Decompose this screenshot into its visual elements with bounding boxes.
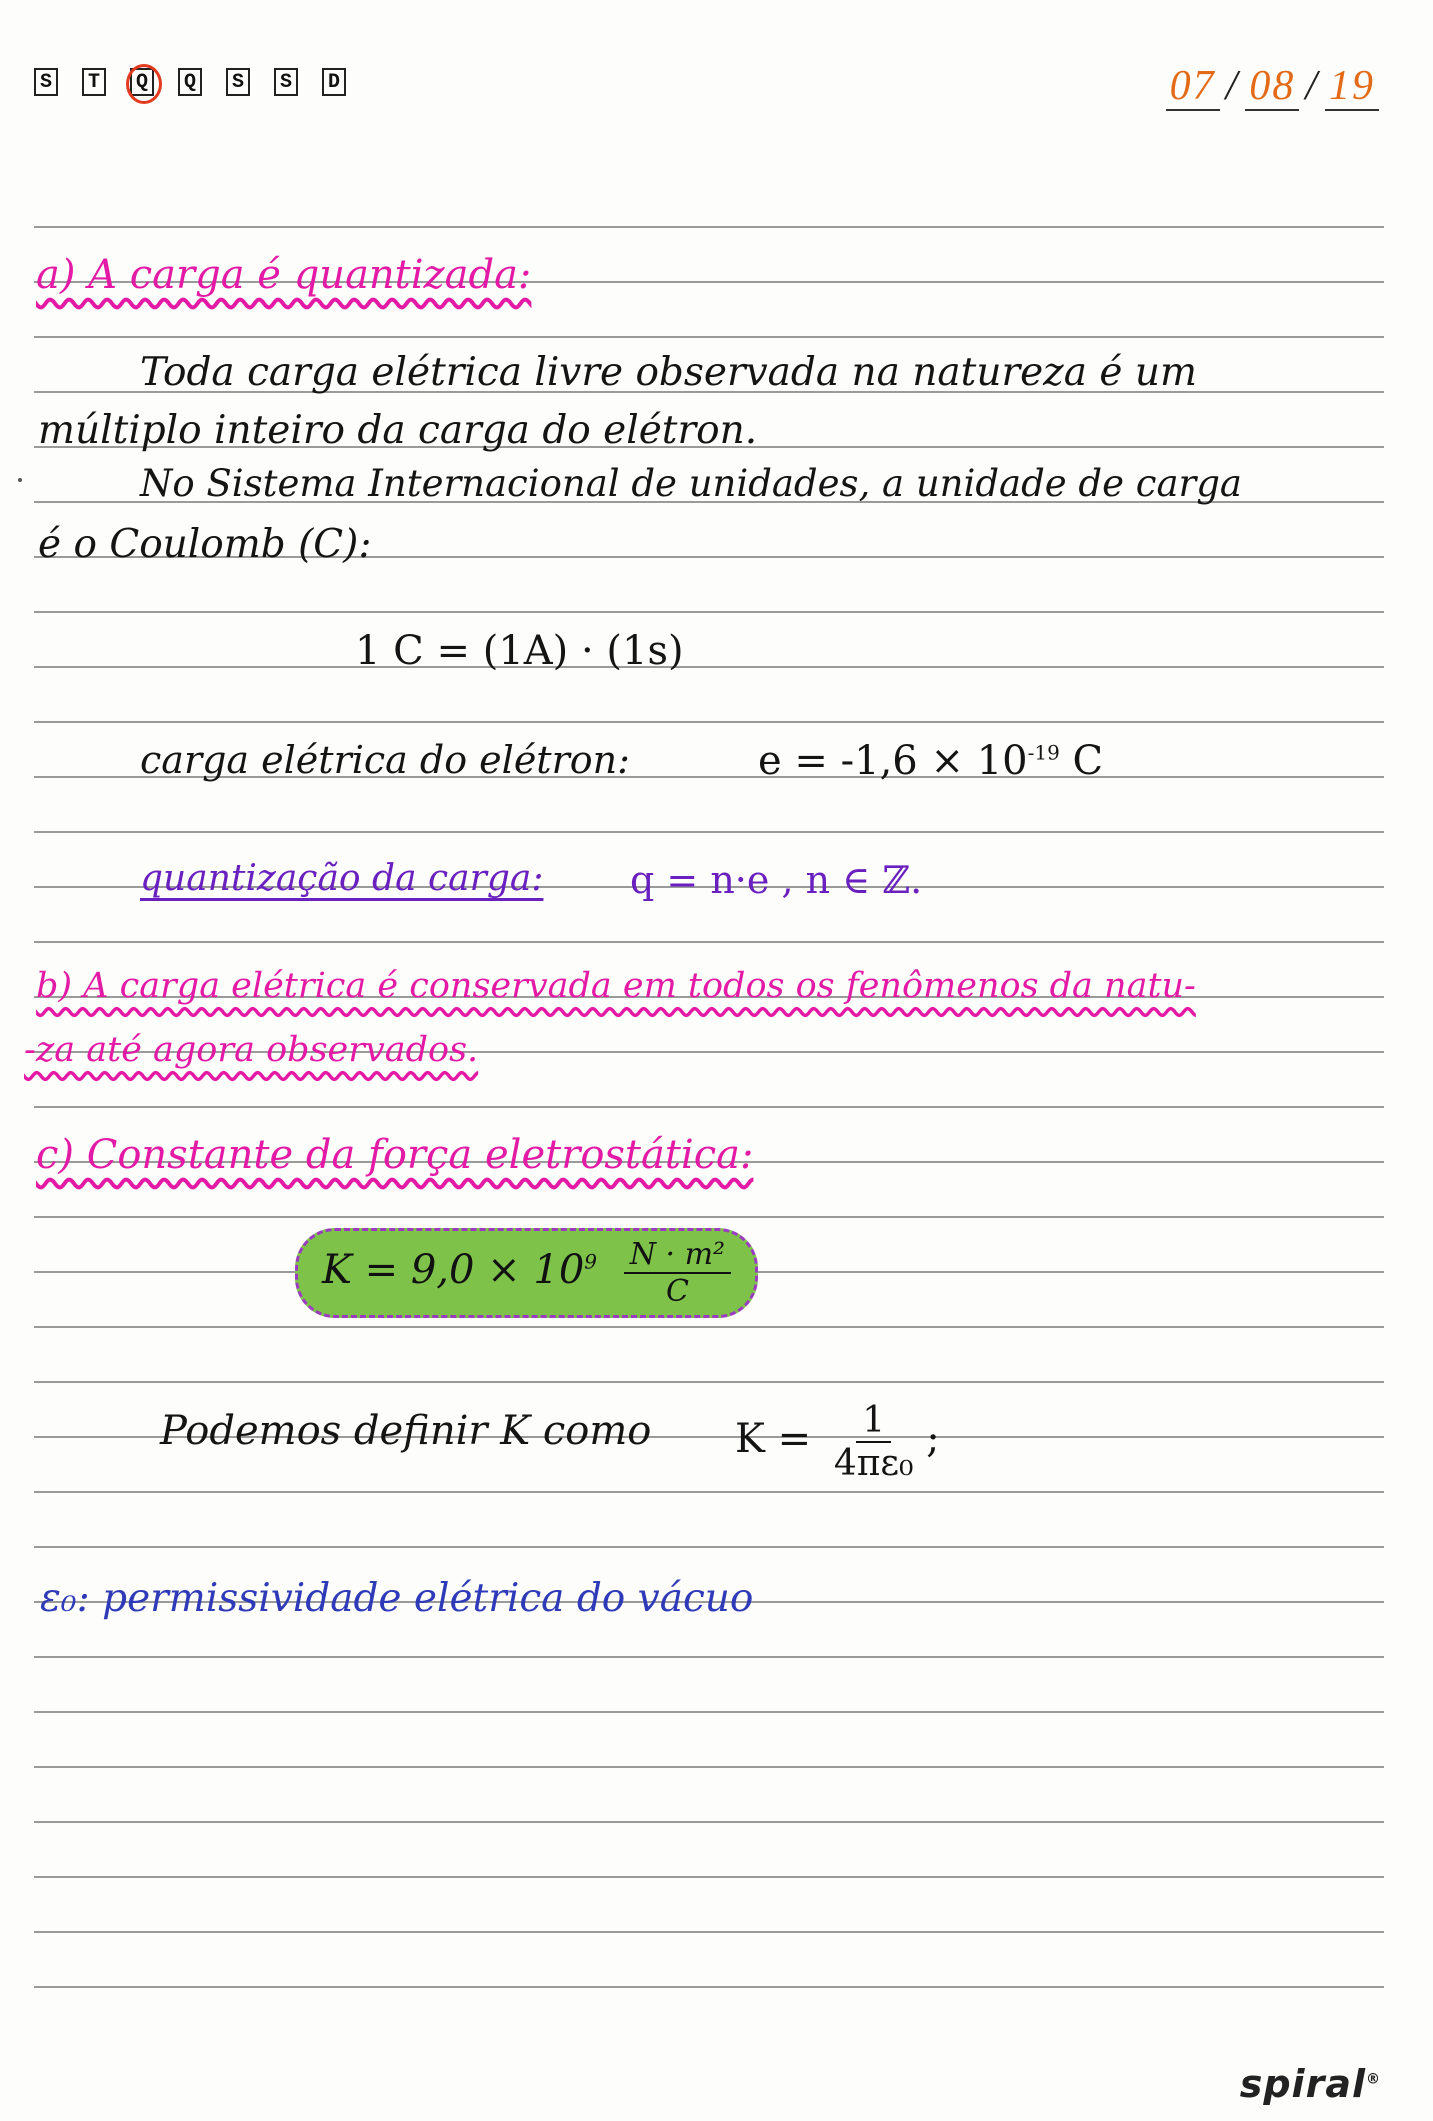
note-line: No Sistema Internacional de unidades, a unidade de carga xyxy=(140,462,1242,505)
weekday-box: D xyxy=(322,68,346,96)
ruled-line xyxy=(34,611,1384,613)
date-month: 08 xyxy=(1245,63,1299,111)
ruled-line xyxy=(34,831,1384,833)
ruled-line xyxy=(34,1106,1384,1108)
note-line: é o Coulomb (C): xyxy=(38,522,372,567)
weekday-boxes xyxy=(34,68,346,96)
ruled-line xyxy=(34,1491,1384,1493)
weekday-box: S xyxy=(226,68,250,96)
ruled-line xyxy=(34,1986,1384,1988)
spiral-logo: spiral® xyxy=(1239,2062,1381,2106)
coulomb-equation: 1 C = (1A) · (1s) xyxy=(355,628,684,674)
ruled-line xyxy=(34,1711,1384,1713)
date-year: 19 xyxy=(1325,63,1379,111)
quantization-label: quantização da carga: xyxy=(140,858,544,899)
note-line: Toda carga elétrica livre observada na natureza é um xyxy=(140,350,1197,395)
define-k-text: Podemos definir K como xyxy=(160,1408,652,1454)
ruled-line xyxy=(34,721,1384,723)
weekday-box-marked: Q xyxy=(130,68,154,96)
weekday-box: T xyxy=(82,68,106,96)
electron-charge-label: carga elétrica do elétron: xyxy=(140,738,630,782)
weekday-box: Q xyxy=(178,68,202,96)
section-b-line: b) A carga elétrica é conservada em todos os fenômenos da natu- xyxy=(36,966,1196,1006)
section-b-line: -za até agora observados. xyxy=(24,1030,479,1070)
ruled-line xyxy=(34,1931,1384,1933)
ruled-line xyxy=(34,1216,1384,1218)
ruled-line xyxy=(34,336,1384,338)
ruled-line xyxy=(34,1381,1384,1383)
weekday-box: S xyxy=(274,68,298,96)
date-day: 07 xyxy=(1166,63,1220,111)
ruled-line xyxy=(34,1546,1384,1548)
define-k-formula: K = $\frac{1}{\text{4πε₀}}$ ; xyxy=(735,1400,940,1484)
ruled-line xyxy=(34,1821,1384,1823)
ruled-line xyxy=(34,1326,1384,1328)
note-line: múltiplo inteiro da carga do elétron. xyxy=(38,408,758,453)
ruled-line xyxy=(34,226,1384,228)
k-constant-formula: $K = 9,0 \times 10^9$ $\frac{\text{N · m²}}{C}$ xyxy=(295,1228,758,1318)
date: 07 / 08 / 19 xyxy=(1166,62,1379,110)
ruled-line xyxy=(34,941,1384,943)
section-c-title: c) Constante da força eletrostática: xyxy=(36,1132,754,1178)
electron-charge-value: $e = -1,6 \times 10^{-19}$ C xyxy=(758,738,1104,784)
section-a-title: a) A carga é quantizada: xyxy=(36,252,532,298)
weekday-box: S xyxy=(34,68,58,96)
ruled-line xyxy=(34,1876,1384,1878)
ruled-line xyxy=(34,1766,1384,1768)
quantization-equation: q = n·e , n ∈ ℤ. xyxy=(630,858,923,902)
permittivity-note: ε₀: permissividade elétrica do vácuo xyxy=(40,1576,754,1621)
stray-dot xyxy=(18,478,22,482)
ruled-line xyxy=(34,666,1384,668)
ruled-line xyxy=(34,1656,1384,1658)
